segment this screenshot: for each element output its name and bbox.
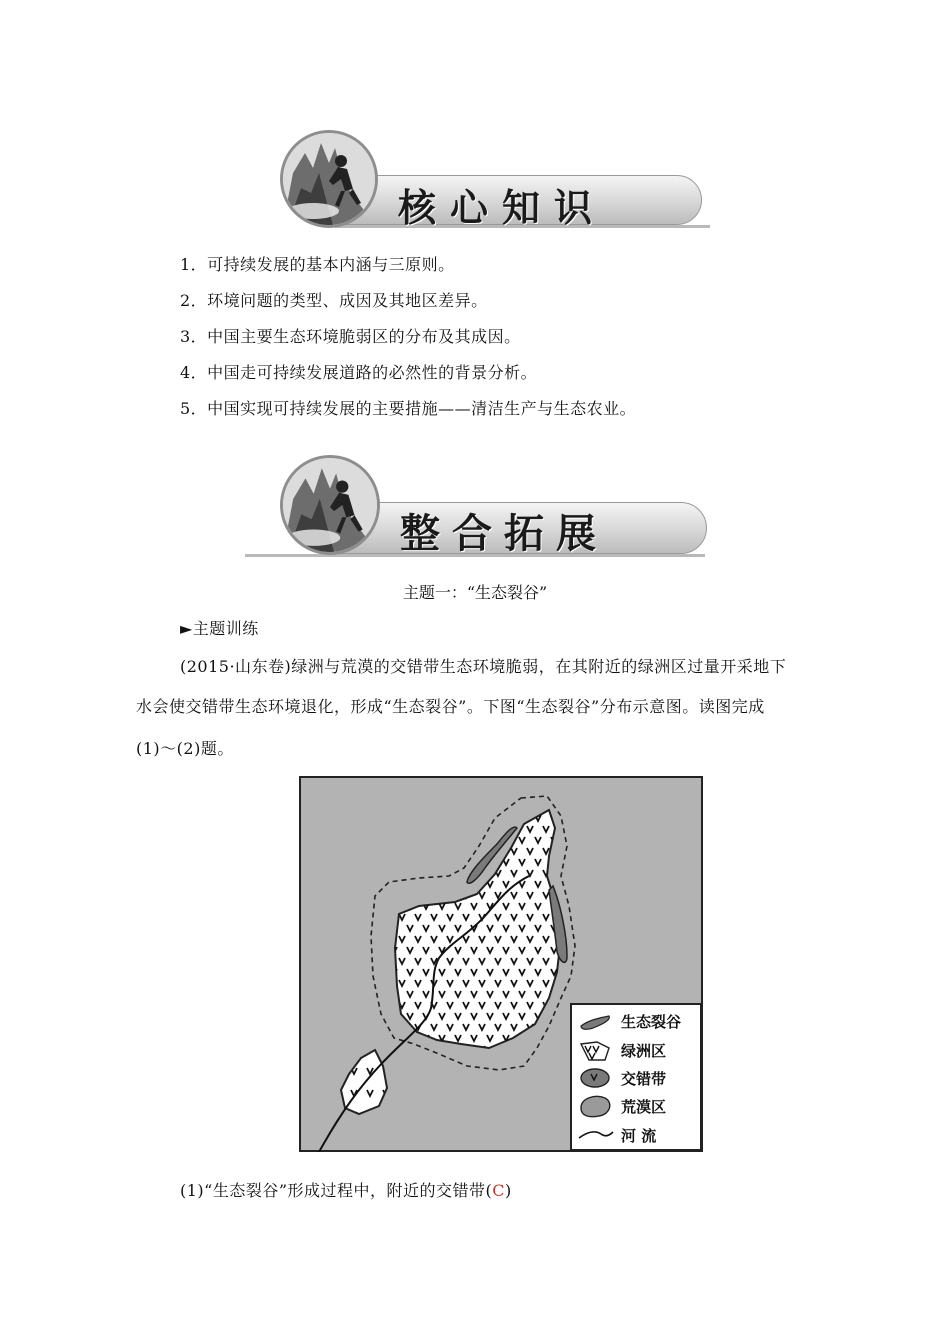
- banner-title: 整合拓展: [400, 510, 608, 557]
- legend-label: 荒漠区: [621, 1098, 667, 1116]
- sub-question-text: (1)“生态裂谷”形成过程中，附近的交错带(: [180, 1181, 493, 1200]
- knowledge-banner: [280, 125, 710, 230]
- ecological-rift-map: [299, 776, 703, 1152]
- question-text: 水会使交错带生态环境退化，形成“生态裂谷”。下图“生态裂谷”分布示意图。读图完成: [136, 697, 765, 716]
- sub-question: [180, 1178, 512, 1201]
- question-text: (1)～(2)题。: [136, 739, 234, 758]
- legend-label: 河 流: [621, 1127, 657, 1145]
- integration-banner: [280, 450, 710, 560]
- knowledge-point: 5．中国实现可持续发展的主要措施——清洁生产与生态农业。: [180, 399, 637, 418]
- knowledge-point: 2．环境问题的类型、成因及其地区差异。: [180, 291, 488, 310]
- desert-icon: [581, 1096, 610, 1116]
- theme-title: 主题一：“生态裂谷”: [402, 583, 548, 602]
- banner-title: 核心知识: [398, 185, 607, 230]
- legend-label: 绿洲区: [621, 1042, 667, 1060]
- ecotone-icon: [581, 1069, 609, 1087]
- climber-emblem-icon: [280, 455, 380, 555]
- legend-label: 交错带: [621, 1070, 667, 1088]
- legend-label: 生态裂谷: [621, 1013, 682, 1031]
- map-legend: [571, 1004, 701, 1150]
- answer-choice: C: [492, 1181, 506, 1200]
- training-label: ►主题训练: [180, 619, 259, 638]
- knowledge-point: 1．可持续发展的基本内涵与三原则。: [180, 255, 455, 274]
- knowledge-point: 3．中国主要生态环境脆弱区的分布及其成因。: [180, 327, 521, 346]
- knowledge-point: 4．中国走可持续发展道路的必然性的背景分析。: [180, 363, 538, 382]
- question-text: (2015·山东卷)绿洲与荒漠的交错带生态环境脆弱，在其附近的绿洲区过量开采地下: [180, 657, 787, 676]
- sub-question-close: ): [505, 1181, 512, 1200]
- climber-emblem-icon: [280, 130, 378, 228]
